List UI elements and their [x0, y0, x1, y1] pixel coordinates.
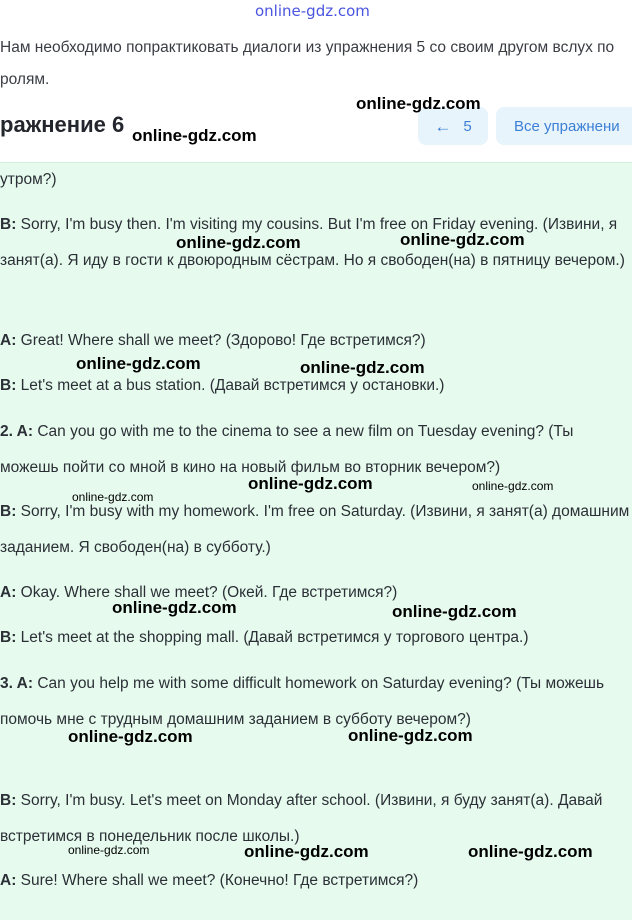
- speaker-label: 2. A:: [0, 423, 34, 440]
- watermark: online-gdz.com: [132, 126, 257, 145]
- speaker-label: A:: [0, 332, 17, 349]
- watermark: online-gdz.com: [392, 602, 517, 621]
- answer-text: Sorry, I'm busy. Let's meet on Monday after school. (Извини, я буду занят(а). Давай встретимся в понедельник после школы.): [0, 792, 603, 845]
- speaker-label: B:: [0, 792, 17, 809]
- watermark: online-gdz.com: [348, 726, 473, 745]
- watermark: online-gdz.com: [68, 727, 193, 746]
- watermark: online-gdz.com: [176, 233, 301, 252]
- speaker-label: B:: [0, 629, 17, 646]
- watermark: online-gdz.com: [400, 230, 525, 249]
- speaker-label: B:: [0, 503, 17, 520]
- speaker-label: B:: [0, 377, 17, 394]
- answer-line: [0, 575, 632, 611]
- speaker-label: B:: [0, 216, 17, 233]
- site-watermark: online-gdz.com: [255, 2, 370, 20]
- watermark: online-gdz.com: [356, 94, 481, 113]
- answer-line: [0, 494, 632, 566]
- watermark: online-gdz.com: [72, 490, 154, 504]
- answer-text: Can you go with me to the cinema to see a new film on Tuesday evening? (Ты можешь пойти со мной в кино на новый фильм во вторник вечером?): [0, 423, 574, 476]
- answer-text: Sorry, I'm busy then. I'm visiting my cousins. But I'm free on Friday evening. (Извини, я занят(а). Я иду в гости к двоюродным сёстрам. Но я свободен(на) в пятницу вечером.): [0, 216, 625, 269]
- answer-text: Okay. Where shall we meet? (Окей. Где встретимся?): [16, 584, 398, 601]
- speaker-label: A:: [0, 872, 17, 889]
- watermark: online-gdz.com: [300, 358, 425, 377]
- watermark: online-gdz.com: [472, 479, 554, 493]
- answer-text: утром?): [0, 171, 57, 188]
- watermark: online-gdz.com: [244, 842, 369, 861]
- watermark: online-gdz.com: [112, 598, 237, 617]
- exercise-heading: ражнение 6: [0, 112, 125, 137]
- answer-line: [0, 162, 632, 198]
- answer-text: Great! Where shall we meet? (Здорово! Где встретимся?): [16, 332, 426, 349]
- answer-text: Let's meet at a bus station. (Давай встретимся у остановки.): [16, 377, 445, 394]
- answer-text: Sure! Where shall we meet? (Конечно! Где встретимся?): [16, 872, 419, 889]
- speaker-label: A:: [0, 584, 17, 601]
- speaker-label: 3. A:: [0, 675, 34, 692]
- exercise-task-text: Нам необходимо попрактиковать диалоги из упражнения 5 со своим другом вслух по ролям.: [0, 39, 615, 88]
- answer-line: [0, 620, 632, 656]
- all-exercises-button[interactable]: Все упражнени: [496, 107, 632, 145]
- watermark: online-gdz.com: [76, 354, 201, 373]
- answer-text: Can you help me with some difficult homework on Saturday evening? (Ты можешь помочь мне с трудным домашним заданием в субботу вечером?): [0, 675, 605, 728]
- arrow-left-icon: ←: [434, 116, 452, 136]
- answer-text: Let's meet at the shopping mall. (Давай встретимся у торгового центра.): [16, 629, 529, 646]
- watermark: online-gdz.com: [248, 474, 373, 493]
- watermark: online-gdz.com: [68, 843, 150, 857]
- answer-line: [0, 863, 632, 899]
- answer-line: [0, 207, 632, 279]
- previous-exercise-number: 5: [463, 117, 472, 135]
- answer-text: Sorry, I'm busy with my homework. I'm free on Saturday. (Извини, я занят(а) домашним заданием. Я свободен(на) в субботу.): [0, 503, 630, 556]
- watermark: online-gdz.com: [468, 842, 593, 861]
